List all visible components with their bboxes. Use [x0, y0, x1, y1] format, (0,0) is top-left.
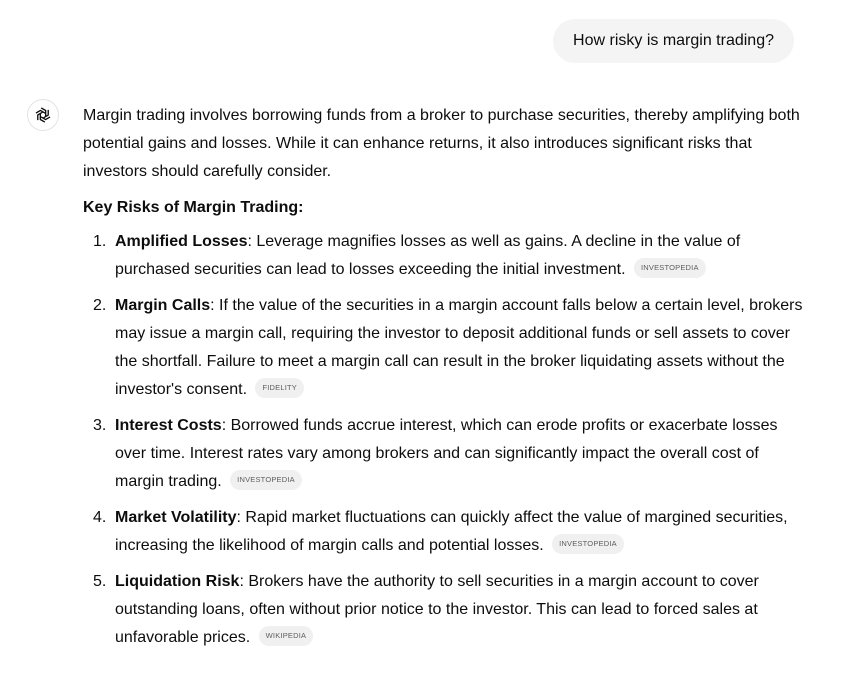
risk-description: : Rapid market fluctuations can quickly affect the value of margined securities, increasing the likelihood of margin calls and potential losses.	[115, 509, 788, 554]
list-number: 5.	[93, 573, 107, 590]
source-chip[interactable]: FIDELITY	[255, 378, 304, 398]
user-message-bubble	[553, 19, 794, 63]
list-item	[83, 504, 803, 560]
assistant-avatar	[27, 99, 59, 131]
risks-heading: Key Risks of Margin Trading:	[83, 199, 304, 216]
risk-description: : If the value of the securities in a margin account falls below a certain level, brokers may issue a margin call, requiring the investor to deposit additional funds or sell assets to cover the shortfall. Failure to meet a margin call can result in the broker liquidating assets without the investor's consent.	[115, 297, 803, 398]
risk-list	[83, 228, 803, 652]
risk-term: Market Volatility	[115, 509, 237, 526]
risk-term: Margin Calls	[115, 297, 211, 314]
list-number: 3.	[93, 417, 107, 434]
risk-description: : Leverage magnifies losses as well as gains. A decline in the value of purchased securities can lead to losses exceeding the initial investment.	[115, 233, 741, 278]
risk-description: : Borrowed funds accrue interest, which can erode profits or exacerbate losses over time. Interest rates vary among brokers and can significantly impact the overall cost of margin trading.	[115, 417, 778, 490]
list-item	[83, 568, 803, 652]
risk-term: Amplified Losses	[115, 233, 248, 250]
list-item	[83, 228, 803, 284]
response-intro: Margin trading involves borrowing funds from a broker to purchase securities, thereby amplifying both potential gains and losses. While it can enhance returns, it also introduces significant risks that investors should carefully consider.	[83, 107, 800, 180]
source-chip[interactable]: WIKIPEDIA	[259, 626, 314, 646]
list-item	[83, 292, 803, 404]
list-number: 1.	[93, 233, 107, 250]
list-number: 2.	[93, 297, 107, 314]
source-chip[interactable]: INVESTOPEDIA	[230, 470, 302, 490]
list-item	[83, 412, 803, 496]
risk-term: Interest Costs	[115, 417, 222, 434]
risk-term: Liquidation Risk	[115, 573, 240, 590]
source-chip[interactable]: INVESTOPEDIA	[552, 534, 624, 554]
list-number: 4.	[93, 509, 107, 526]
source-chip[interactable]: INVESTOPEDIA	[634, 258, 706, 278]
assistant-response	[83, 102, 803, 660]
risk-description: : Brokers have the authority to sell securities in a margin account to cover outstanding loans, often without prior notice to the investor. This can lead to forced sales at unfavorable prices.	[115, 573, 759, 646]
user-message-text: How risky is margin trading?	[573, 32, 774, 49]
openai-logo-icon	[33, 105, 53, 125]
